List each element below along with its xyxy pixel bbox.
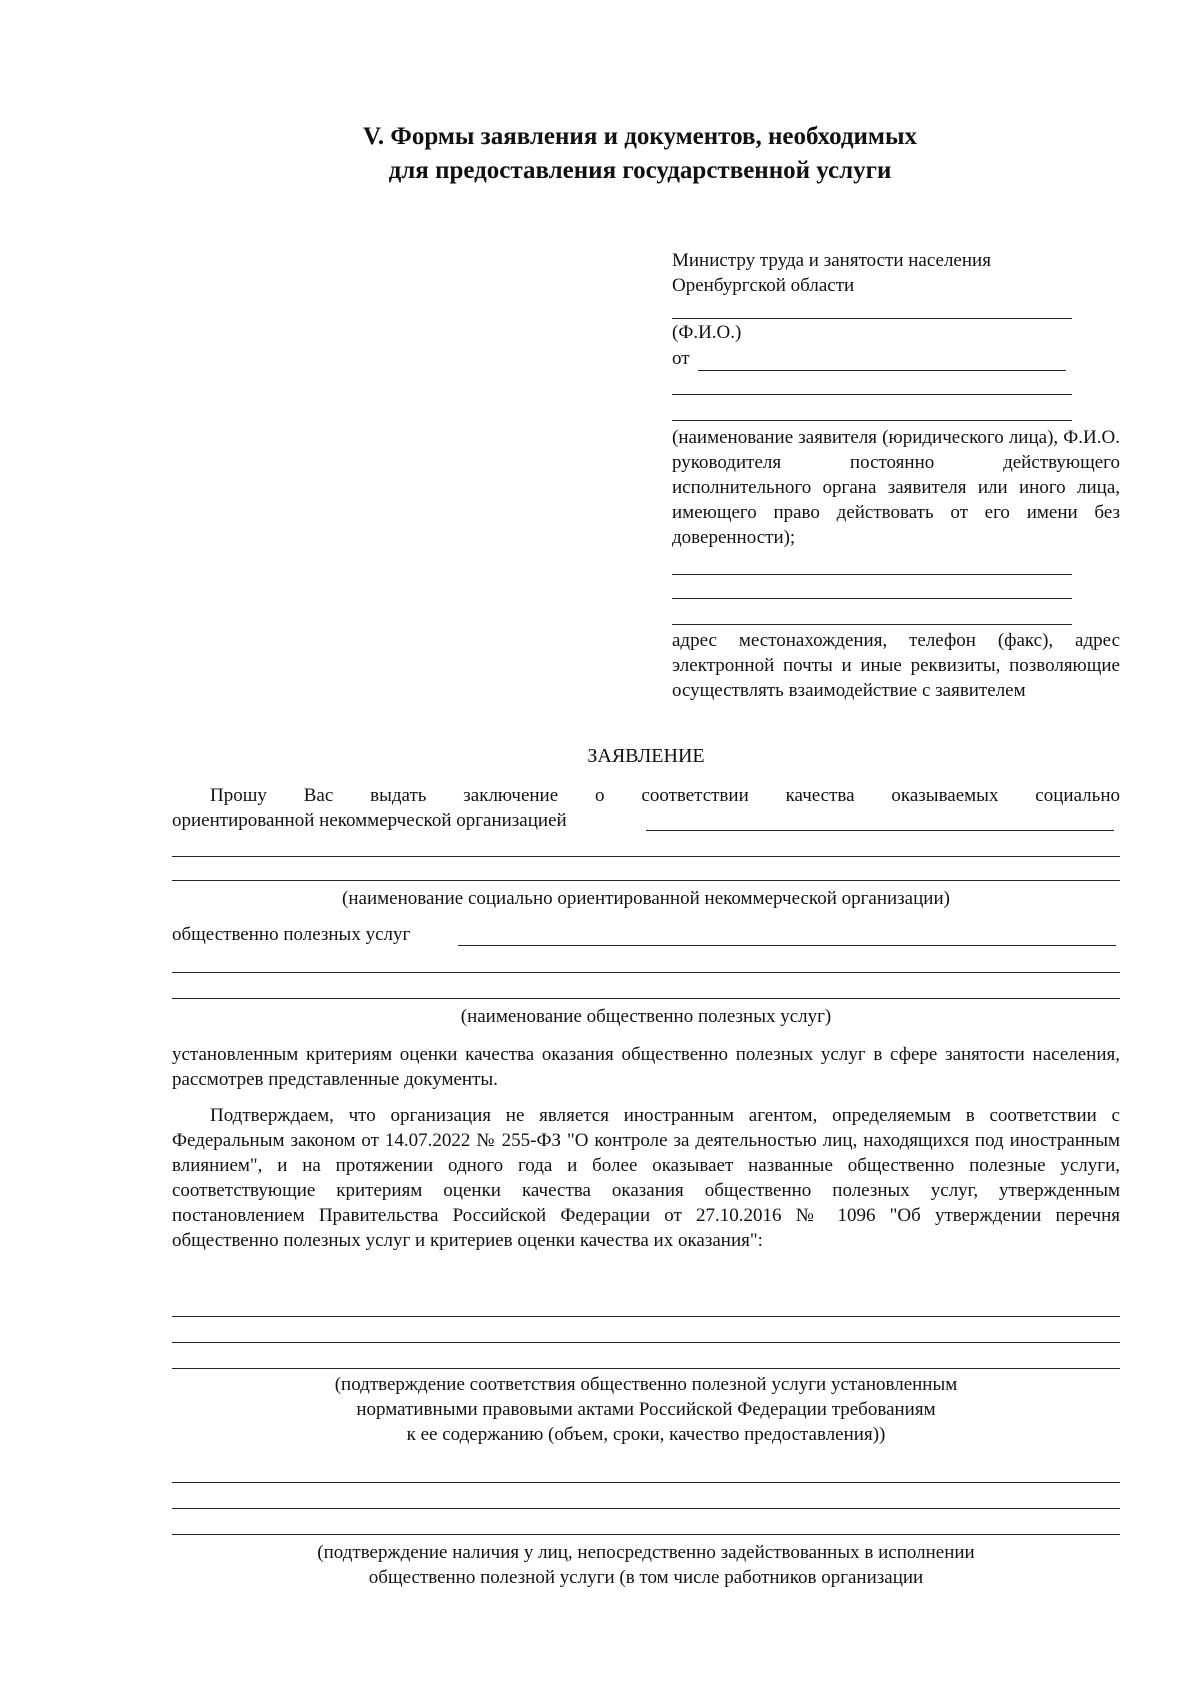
compliance-line-2[interactable] (172, 1342, 1120, 1343)
services-caption: (наименование общественно полезных услуг) (460, 1006, 832, 1027)
criteria-text: установленным критериям оценки качества оказания общественно полезных услуг в сфере занятости населения, рассмотрев представленные документы. (172, 1044, 1120, 1090)
fio-line[interactable] (672, 318, 1072, 319)
services-row (172, 922, 1120, 947)
applicant-line-2[interactable] (672, 420, 1072, 421)
addressee-block (672, 248, 1120, 298)
applicant-line-3[interactable] (672, 574, 1072, 575)
services-line-1[interactable] (458, 945, 1116, 946)
services-line-2[interactable] (172, 972, 1120, 973)
address-caption: адрес местонахождения, телефон (факс), адрес электронной почты и иные реквизиты, позволяющие осуществлять взаимодействие с заявителем (672, 630, 1120, 701)
confirm-text: Подтверждаем, что организация не является иностранным агентом, определяемым в соответствии с Федеральным законом от 14.07.2022 № 255-ФЗ "О контроле за деятельностью лиц, находящихся под иностранным влиянием", и на протяжении одного года и более оказывает названные общественно полезные услуги, соответствующие критериям оценки качества оказания общественно полезных услуг, утвержденным постановлением Правительства Российской Федерации от 27.10.2016 № 1096 "Об утверждении перечня общественно полезных услуг и критериев оценки качества их оказания": (172, 1105, 1120, 1251)
applicant-line-4[interactable] (672, 598, 1072, 599)
title-line-1: V. Формы заявления и документов, необходимых (363, 123, 917, 150)
staff-line-2[interactable] (172, 1508, 1120, 1509)
compliance-caption (172, 1372, 1120, 1447)
compliance-line-3[interactable] (172, 1368, 1120, 1369)
request-line-1: Прошу Вас выдать заключение о соответствии качества оказываемых социально (210, 785, 1120, 806)
staff-line-1[interactable] (172, 1482, 1120, 1483)
from-label: от (672, 348, 690, 369)
compliance-line-1[interactable] (172, 1316, 1120, 1317)
staff-caption-line-1: (подтверждение наличия у лиц, непосредственно задействованных в исполнении (317, 1542, 975, 1563)
services-line-3[interactable] (172, 998, 1120, 999)
applicant-line-5[interactable] (672, 624, 1072, 625)
applicant-line-1[interactable] (672, 394, 1072, 395)
staff-line-3[interactable] (172, 1534, 1120, 1535)
org-name-line-3[interactable] (172, 880, 1120, 881)
staff-caption-line-2: общественно полезной услуги (в том числе работников организации (368, 1567, 924, 1588)
document-title (170, 120, 1110, 188)
org-name-line-1[interactable] (646, 830, 1114, 831)
fio-caption: (Ф.И.О.) (672, 322, 742, 343)
compliance-caption-line-1: (подтверждение соответствия общественно полезной услуги установленным (334, 1374, 958, 1395)
statement-heading: ЗАЯВЛЕНИЕ (587, 745, 705, 767)
addressee-line-2: Оренбургской области (672, 275, 855, 296)
org-caption: (наименование социально ориентированной некоммерческой организации) (342, 888, 950, 909)
title-line-2: для предоставления государственной услуги (388, 157, 892, 184)
applicant-caption: (наименование заявителя (юридического лица), Ф.И.О. руководителя постоянно действующего исполнительного органа заявителя или иного лица, имеющего право действовать от его имени без доверенности); (672, 427, 1120, 548)
staff-caption (172, 1540, 1120, 1590)
compliance-caption-line-2: нормативными правовыми актами Российской Федерации требованиям (356, 1399, 936, 1420)
from-row (672, 346, 1120, 371)
request-line-2: ориентированной некоммерческой организацией (172, 810, 567, 831)
addressee-line-1: Министру труда и занятости населения (672, 250, 991, 271)
compliance-caption-line-3: к ее содержанию (объем, сроки, качество предоставления)) (406, 1424, 886, 1445)
org-name-line-2[interactable] (172, 856, 1120, 857)
from-line[interactable] (698, 370, 1066, 371)
services-label: общественно полезных услуг (172, 924, 411, 945)
